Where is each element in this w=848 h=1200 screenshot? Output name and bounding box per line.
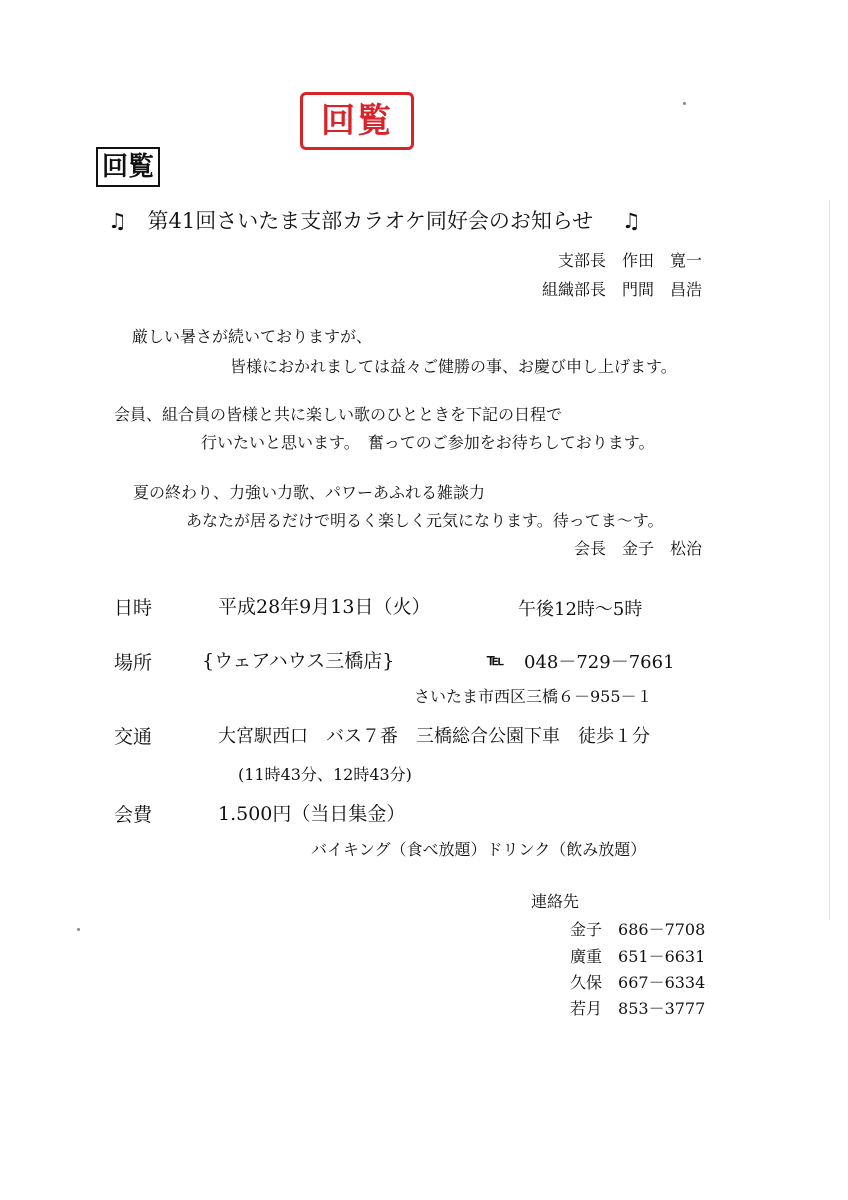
place-label: 場所 bbox=[114, 652, 153, 674]
title-text: 第41回さいたま支部カラオケ同好会のお知らせ bbox=[147, 209, 594, 233]
president-signature bbox=[574, 536, 702, 559]
scan-speck bbox=[77, 928, 80, 931]
contact-name: 金子 bbox=[570, 920, 603, 939]
contact-phone: 686－7708 bbox=[618, 920, 706, 939]
organizer-role: 支部長 bbox=[557, 251, 606, 270]
circulation-stamp: 回覧 bbox=[300, 92, 414, 150]
page-title bbox=[108, 205, 641, 235]
invitation-line-1: 会員、組合員の皆様と共に楽しい歌のひとときを下記の日程で bbox=[114, 405, 563, 424]
message-line-1: 夏の終わり、力強い力歌、パワーあふれる雑談力 bbox=[133, 483, 486, 502]
organizer-name: 作田 寛一 bbox=[621, 251, 702, 270]
invitation-line-2: 行いたいと思います。 奮ってのご参加をお待ちしております。 bbox=[201, 433, 655, 452]
contact-row bbox=[570, 970, 705, 993]
contact-name: 若月 bbox=[570, 999, 603, 1018]
date-label: 日時 bbox=[114, 597, 153, 619]
scan-speck bbox=[683, 102, 686, 105]
greeting-line-1: 厳しい暑さが続いておりますが、 bbox=[132, 327, 373, 346]
organizer-branch-head bbox=[558, 248, 702, 271]
music-note-icon: ♫ bbox=[108, 209, 127, 233]
bus-schedule: (11時43分、12時43分) bbox=[238, 765, 412, 784]
contact-name: 廣重 bbox=[570, 947, 603, 966]
fee-note: バイキング（食べ放題）ドリンク（飲み放題） bbox=[311, 840, 647, 859]
contact-row bbox=[570, 996, 705, 1019]
circulation-label: 回覧 bbox=[96, 147, 160, 187]
place-phone: 048－729－7661 bbox=[524, 652, 675, 673]
contact-phone: 667－6334 bbox=[618, 973, 706, 992]
fee-label: 会費 bbox=[114, 804, 153, 826]
music-note-icon: ♫ bbox=[621, 209, 641, 233]
contact-phone: 651－6631 bbox=[618, 947, 706, 966]
organizer-org-head bbox=[542, 277, 702, 300]
contact-row bbox=[570, 944, 705, 967]
contact-row bbox=[570, 917, 705, 940]
contacts-heading: 連絡先 bbox=[531, 892, 580, 911]
place-address: さいたま市西区三橋６－955－１ bbox=[414, 687, 653, 706]
president-role: 会長 bbox=[573, 539, 606, 558]
scan-edge-line bbox=[829, 200, 830, 920]
place-value: {ウェアハウス三橋店} bbox=[202, 650, 395, 672]
access-label: 交通 bbox=[114, 726, 153, 748]
president-name: 金子 松治 bbox=[621, 539, 702, 558]
contact-name: 久保 bbox=[570, 973, 603, 992]
fee-value: 1.500円（当日集金） bbox=[218, 803, 406, 825]
greeting-line-2: 皆様におかれましては益々ご健勝の事、お慶び申し上げます。 bbox=[230, 357, 677, 376]
access-value: 大宮駅西口 バス７番 三橋総合公園下車 徒歩１分 bbox=[218, 726, 650, 747]
organizer-name: 門間 昌浩 bbox=[621, 280, 702, 299]
contact-phone: 853－3777 bbox=[618, 999, 706, 1018]
message-line-2: あなたが居るだけで明るく楽しく元気になります。待ってま～す。 bbox=[186, 511, 664, 530]
phone-icon: ℡ bbox=[487, 650, 505, 669]
organizer-role: 組織部長 bbox=[541, 280, 606, 299]
time-value: 午後12時～5時 bbox=[518, 599, 643, 620]
date-value: 平成28年9月13日（火） bbox=[218, 596, 431, 618]
